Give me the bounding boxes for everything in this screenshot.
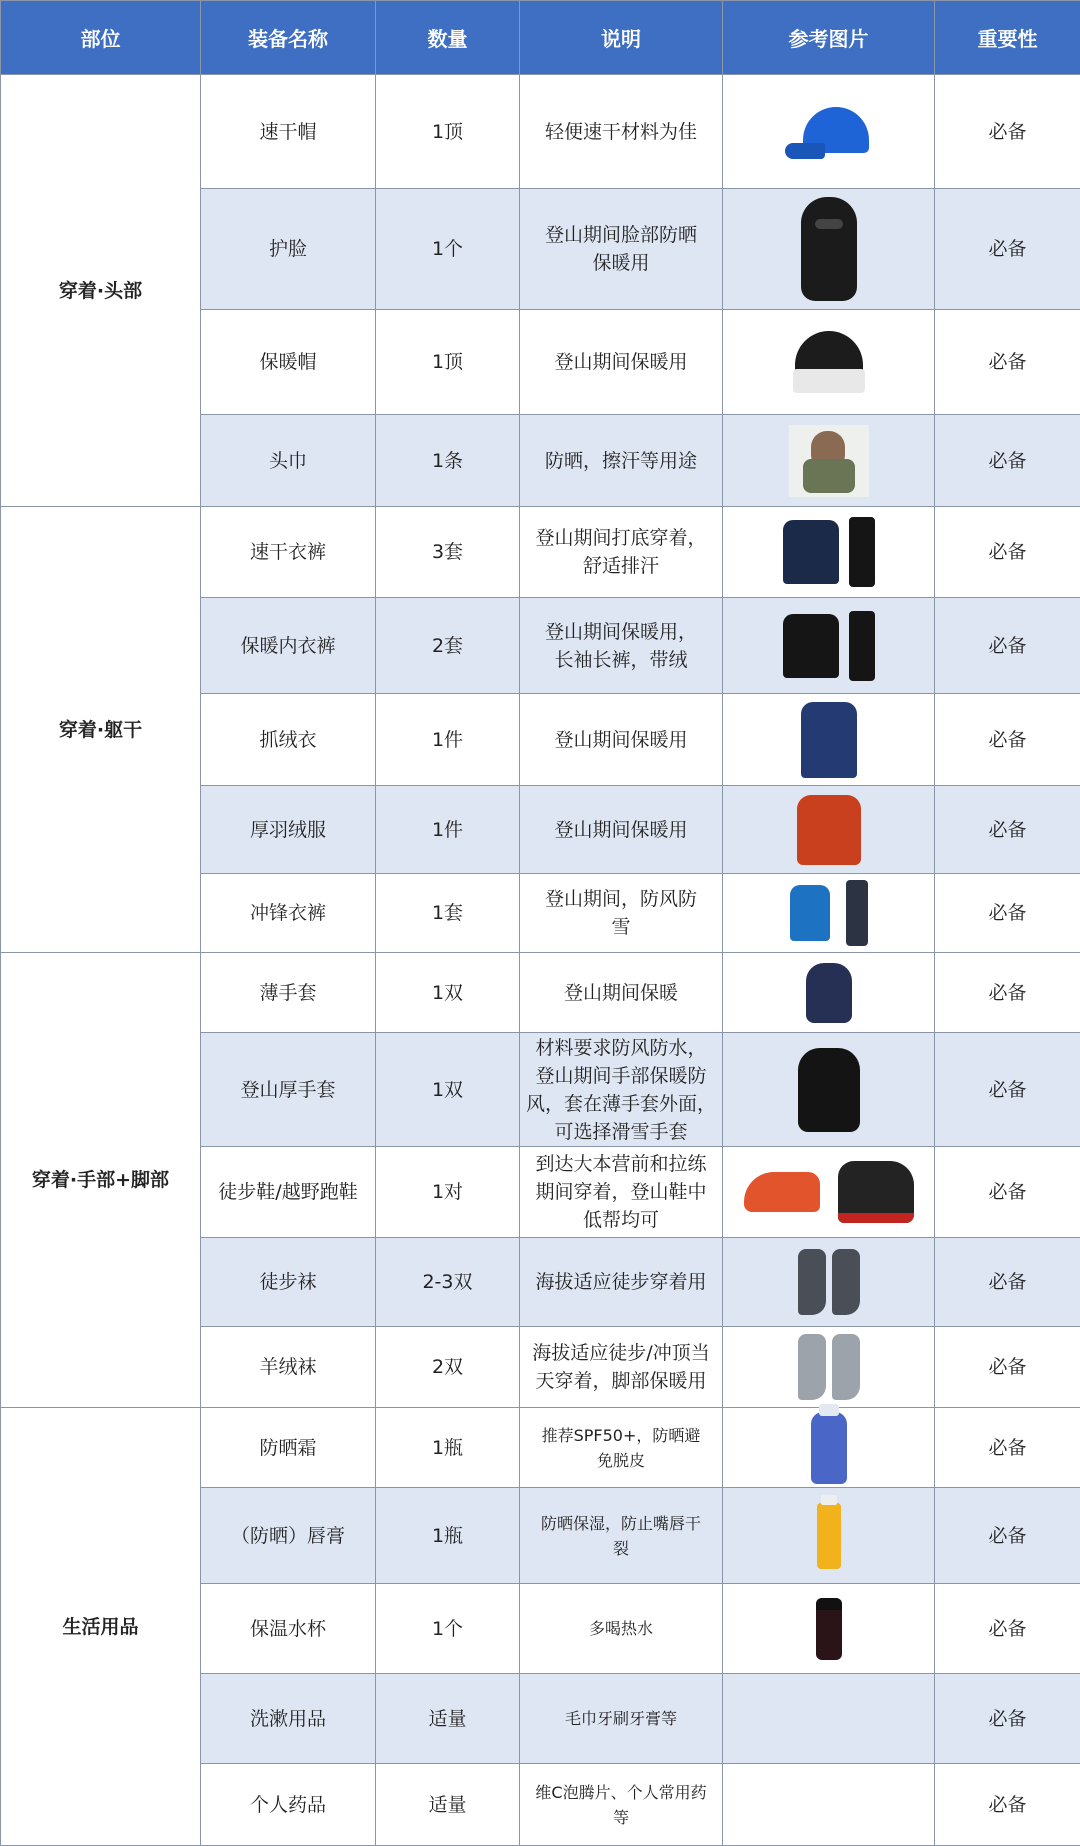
item-importance: 必备	[935, 1674, 1080, 1764]
quick-dry-pants-icon	[849, 517, 875, 587]
item-name: 头巾	[201, 415, 376, 507]
item-importance: 必备	[935, 874, 1080, 953]
item-qty: 1条	[376, 415, 520, 507]
item-desc: 登山期间保暖用	[520, 310, 723, 415]
item-importance: 必备	[935, 598, 1080, 694]
item-image	[723, 786, 935, 874]
item-image	[723, 1147, 935, 1238]
item-image	[723, 598, 935, 694]
item-name: 护脸	[201, 189, 376, 310]
item-desc: 海拔适应徒步穿着用	[520, 1238, 723, 1327]
item-qty: 1个	[376, 189, 520, 310]
trail-shoe-icon	[744, 1172, 820, 1212]
item-qty: 1对	[376, 1147, 520, 1238]
item-image	[723, 1327, 935, 1408]
thin-glove-icon	[806, 963, 852, 1023]
thermal-top-icon	[783, 614, 839, 678]
item-desc: 推荐SPF50+，防晒避 免脱皮	[520, 1408, 723, 1488]
item-qty: 1双	[376, 1033, 520, 1147]
item-image	[723, 1033, 935, 1147]
item-name: 洗漱用品	[201, 1674, 376, 1764]
hiking-sock-icon	[832, 1249, 860, 1315]
blue-cap-icon	[785, 107, 873, 157]
item-desc: 防晒保湿，防止嘴唇干 裂	[520, 1488, 723, 1584]
item-qty: 1件	[376, 786, 520, 874]
table-row	[1, 75, 1080, 189]
item-image	[723, 694, 935, 786]
item-importance: 必备	[935, 786, 1080, 874]
item-importance: 必备	[935, 75, 1080, 189]
header-name: 装备名称	[201, 1, 376, 75]
wool-sock-icon	[832, 1334, 860, 1400]
down-jacket-icon	[797, 795, 861, 865]
item-desc: 毛巾牙刷牙膏等	[520, 1674, 723, 1764]
item-importance: 必备	[935, 953, 1080, 1033]
item-desc: 轻便速干材料为佳	[520, 75, 723, 189]
item-qty: 2-3双	[376, 1238, 520, 1327]
item-name: 抓绒衣	[201, 694, 376, 786]
item-name: 速干帽	[201, 75, 376, 189]
item-image	[723, 1764, 935, 1846]
thick-glove-icon	[798, 1048, 860, 1132]
item-image	[723, 1584, 935, 1674]
item-name: 羊绒袜	[201, 1327, 376, 1408]
item-qty: 2双	[376, 1327, 520, 1408]
fleece-jacket-icon	[801, 702, 857, 778]
item-qty: 2套	[376, 598, 520, 694]
item-name: 薄手套	[201, 953, 376, 1033]
item-importance: 必备	[935, 1488, 1080, 1584]
item-name: 徒步袜	[201, 1238, 376, 1327]
item-importance: 必备	[935, 1408, 1080, 1488]
shell-pants-icon	[846, 880, 868, 946]
item-qty: 1套	[376, 874, 520, 953]
item-desc: 海拔适应徒步/冲顶当 天穿着，脚部保暖用	[520, 1327, 723, 1408]
category-head: 穿着·头部	[1, 75, 201, 507]
item-importance: 必备	[935, 1764, 1080, 1846]
table-row	[1, 953, 1080, 1033]
item-qty: 1顶	[376, 75, 520, 189]
item-importance: 必备	[935, 415, 1080, 507]
item-importance: 必备	[935, 694, 1080, 786]
item-desc: 登山期间打底穿着， 舒适排汗	[520, 507, 723, 598]
item-image	[723, 507, 935, 598]
item-desc: 登山期间，防风防 雪	[520, 874, 723, 953]
item-qty: 1双	[376, 953, 520, 1033]
header-qty: 数量	[376, 1, 520, 75]
item-name: （防晒）唇膏	[201, 1488, 376, 1584]
item-name: 冲锋衣裤	[201, 874, 376, 953]
item-qty: 1瓶	[376, 1488, 520, 1584]
item-image	[723, 1408, 935, 1488]
item-image	[723, 953, 935, 1033]
hiking-boot-icon	[838, 1161, 914, 1223]
item-image	[723, 189, 935, 310]
table-header-row	[1, 1, 1080, 75]
item-name: 速干衣裤	[201, 507, 376, 598]
item-image	[723, 874, 935, 953]
item-qty: 1顶	[376, 310, 520, 415]
item-desc: 多喝热水	[520, 1584, 723, 1674]
lip-balm-icon	[817, 1503, 841, 1569]
item-importance: 必备	[935, 189, 1080, 310]
header-part: 部位	[1, 1, 201, 75]
item-qty: 1个	[376, 1584, 520, 1674]
item-desc: 维C泡腾片、个人常用药 等	[520, 1764, 723, 1846]
item-desc: 到达大本营前和拉练 期间穿着，登山鞋中 低帮均可	[520, 1147, 723, 1238]
item-name: 保暖内衣裤	[201, 598, 376, 694]
thermal-pants-icon	[849, 611, 875, 681]
item-desc: 登山期间脸部防晒 保暖用	[520, 189, 723, 310]
beanie-icon	[789, 331, 869, 393]
quick-dry-shirt-icon	[783, 520, 839, 584]
item-qty: 适量	[376, 1764, 520, 1846]
item-qty: 3套	[376, 507, 520, 598]
item-image	[723, 1488, 935, 1584]
item-desc: 登山期间保暖用	[520, 786, 723, 874]
item-image	[723, 75, 935, 189]
item-image	[723, 1674, 935, 1764]
item-name: 保温水杯	[201, 1584, 376, 1674]
item-desc: 登山期间保暖用， 长袖长裤，带绒	[520, 598, 723, 694]
item-image	[723, 415, 935, 507]
thermos-icon	[816, 1598, 842, 1660]
wool-sock-icon	[798, 1334, 826, 1400]
item-desc: 登山期间保暖用	[520, 694, 723, 786]
item-image	[723, 1238, 935, 1327]
table-row	[1, 507, 1080, 598]
item-qty: 1件	[376, 694, 520, 786]
header-importance: 重要性	[935, 1, 1080, 75]
balaclava-icon	[801, 197, 857, 301]
header-desc: 说明	[520, 1, 723, 75]
item-desc: 材料要求防风防水， 登山期间手部保暖防 风，套在薄手套外面， 可选择滑雪手套	[520, 1033, 723, 1147]
item-desc: 登山期间保暖	[520, 953, 723, 1033]
item-name: 徒步鞋/越野跑鞋	[201, 1147, 376, 1238]
header-image: 参考图片	[723, 1, 935, 75]
item-name: 保暖帽	[201, 310, 376, 415]
sunscreen-icon	[811, 1412, 847, 1484]
item-name: 防晒霜	[201, 1408, 376, 1488]
item-importance: 必备	[935, 1147, 1080, 1238]
item-name: 个人药品	[201, 1764, 376, 1846]
category-hands-feet: 穿着·手部+脚部	[1, 953, 201, 1408]
shell-jacket-icon	[790, 885, 830, 941]
category-living: 生活用品	[1, 1408, 201, 1846]
item-importance: 必备	[935, 1327, 1080, 1408]
item-importance: 必备	[935, 310, 1080, 415]
table-row	[1, 1408, 1080, 1488]
item-qty: 适量	[376, 1674, 520, 1764]
item-importance: 必备	[935, 1033, 1080, 1147]
item-importance: 必备	[935, 1238, 1080, 1327]
item-importance: 必备	[935, 507, 1080, 598]
item-name: 登山厚手套	[201, 1033, 376, 1147]
item-desc: 防晒，擦汗等用途	[520, 415, 723, 507]
neck-gaiter-icon	[789, 425, 869, 497]
hiking-sock-icon	[798, 1249, 826, 1315]
category-torso: 穿着·躯干	[1, 507, 201, 953]
item-importance: 必备	[935, 1584, 1080, 1674]
item-image	[723, 310, 935, 415]
item-qty: 1瓶	[376, 1408, 520, 1488]
item-name: 厚羽绒服	[201, 786, 376, 874]
